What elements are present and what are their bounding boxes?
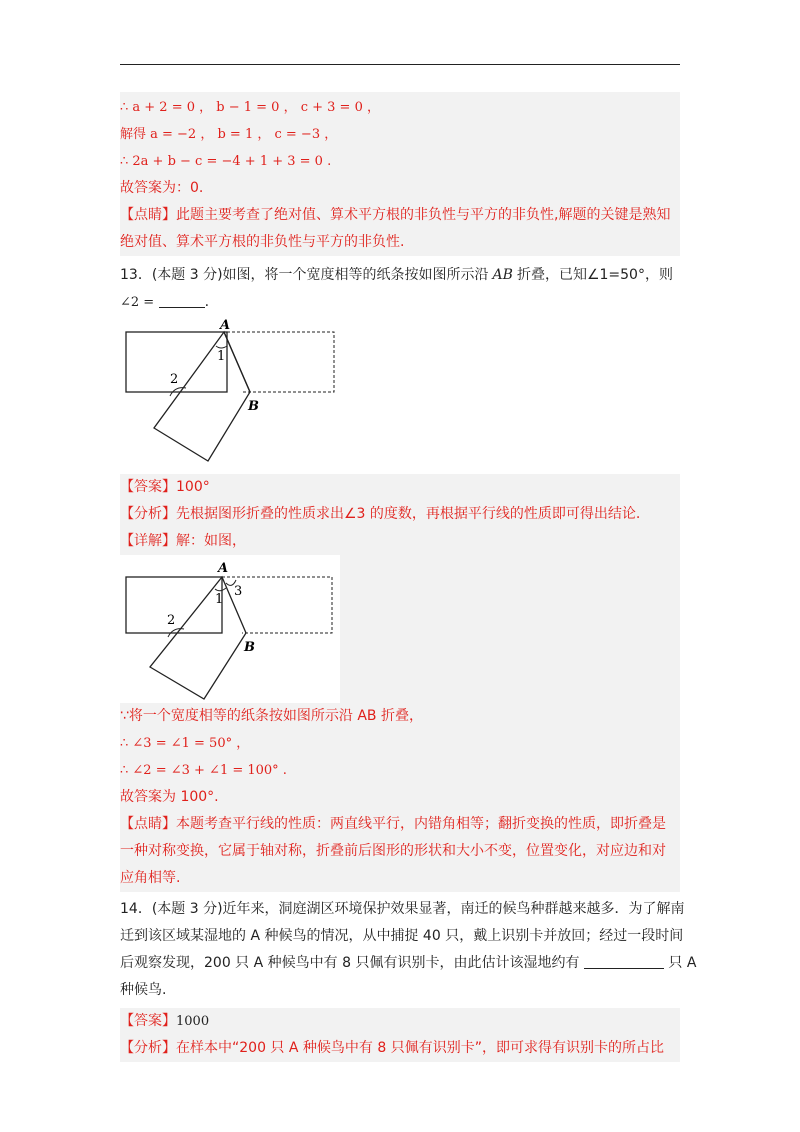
q12-comment-line-2: 绝对值、算术平方根的非负性与平方的非负性. [120,234,405,250]
q13-step-2: ∴ ∠3 = ∠1 = 50° ， [120,736,250,751]
q12-step-3: ∴ 2a + b − c = −4 + 1 + 3 = 0 . [120,154,332,169]
q12-comment-tag: 【点睛】 [120,207,176,223]
label-A: A [220,318,231,333]
document-page [120,92,697,1062]
q14-stem-line-4: 种候鸟. [120,982,167,998]
q14-analysis-line: 【分析】在样本中“200 只 A 种候鸟中有 8 只佩有识别卡”，即可求得有识别卡的所占比 [120,1040,664,1056]
label-2: 2 [170,372,179,387]
header-rule [120,64,680,65]
q13-comment-line-1: 【点睛】本题考查平行线的性质：两直线平行，内错角相等；翻折变换的性质，即折叠是 [120,816,666,832]
label-B: B [248,399,259,414]
q14-stem-line-2: 迁到该区域某湿地的 A 种候鸟的情况，从中捕捉 40 只，戴上识别卡并放回；经过一段时间 [120,928,684,944]
q12-step-2: 解得 a = −2 ， b = 1 ， c = −3 ， [120,127,338,142]
q13-figure-solution [120,555,340,703]
q13-analysis-line: 【分析】先根据图形折叠的性质求出∠3 的度数，再根据平行线的性质即可得出结论. [120,506,641,522]
label-1: 1 [217,349,226,364]
folded-strip [154,332,250,461]
q13-comment-line-2: 一种对称变换，它属于轴对称，折叠前后图形的形状和大小不变，位置变化，对应边和对 [120,843,666,859]
q13-solution-block [120,474,680,892]
q13-answer-blank[interactable] [159,292,205,308]
q13-stem-line-1: 13．(本题 3 分)如图，将一个宽度相等的纸条按如图所示沿 AB 折叠，已知∠1=50°，则 [120,267,673,283]
q13-detail-line: 【详解】解：如图， [120,533,246,549]
sol-label-3: 3 [234,584,243,599]
q13-stem-line-2: ∠2 = . [120,294,210,310]
sol-label-B: B [244,640,255,655]
q12-comment-line-1: 【点睛】此题主要考查了绝对值、算术平方根的非负性与平方的非负性,解题的关键是熟知 [120,207,671,223]
q13-step-4: 故答案为 100°. [120,789,219,805]
q13-step-3: ∴ ∠2 = ∠3 + ∠1 = 100° . [120,763,287,778]
q14-answer-blank[interactable] [584,953,664,969]
q14-stem-line-1: 14．(本题 3 分)近年来，洞庭湖区环境保护效果显著，南迁的候鸟种群越来越多．为了解南 [120,901,685,917]
q13-answer-line: 【答案】100° [120,479,210,495]
sol-label-A: A [218,561,229,576]
q13-comment-line-3: 应角相等. [120,870,181,886]
q12-answer-line: 故答案为：0. [120,180,204,196]
q13-step-1: ∵将一个宽度相等的纸条按如图所示沿 AB 折叠， [120,708,423,724]
q14-answer-line: 【答案】1000 [120,1013,210,1029]
q12-step-1: ∴ a + 2 = 0 ， b − 1 = 0 ， c + 3 = 0 ， [120,100,380,115]
q12-solution-block [120,92,680,256]
sol-label-2: 2 [167,613,176,628]
q14-solution-block [120,1008,680,1062]
q14-stem-line-3: 后观察发现，200 只 A 种候鸟中有 8 只佩有识别卡，由此估计该湿地约有 只 A [120,955,697,971]
sol-label-1: 1 [215,592,224,607]
q13-figure-original [120,316,350,466]
q13-stem-ab: AB [492,267,513,283]
